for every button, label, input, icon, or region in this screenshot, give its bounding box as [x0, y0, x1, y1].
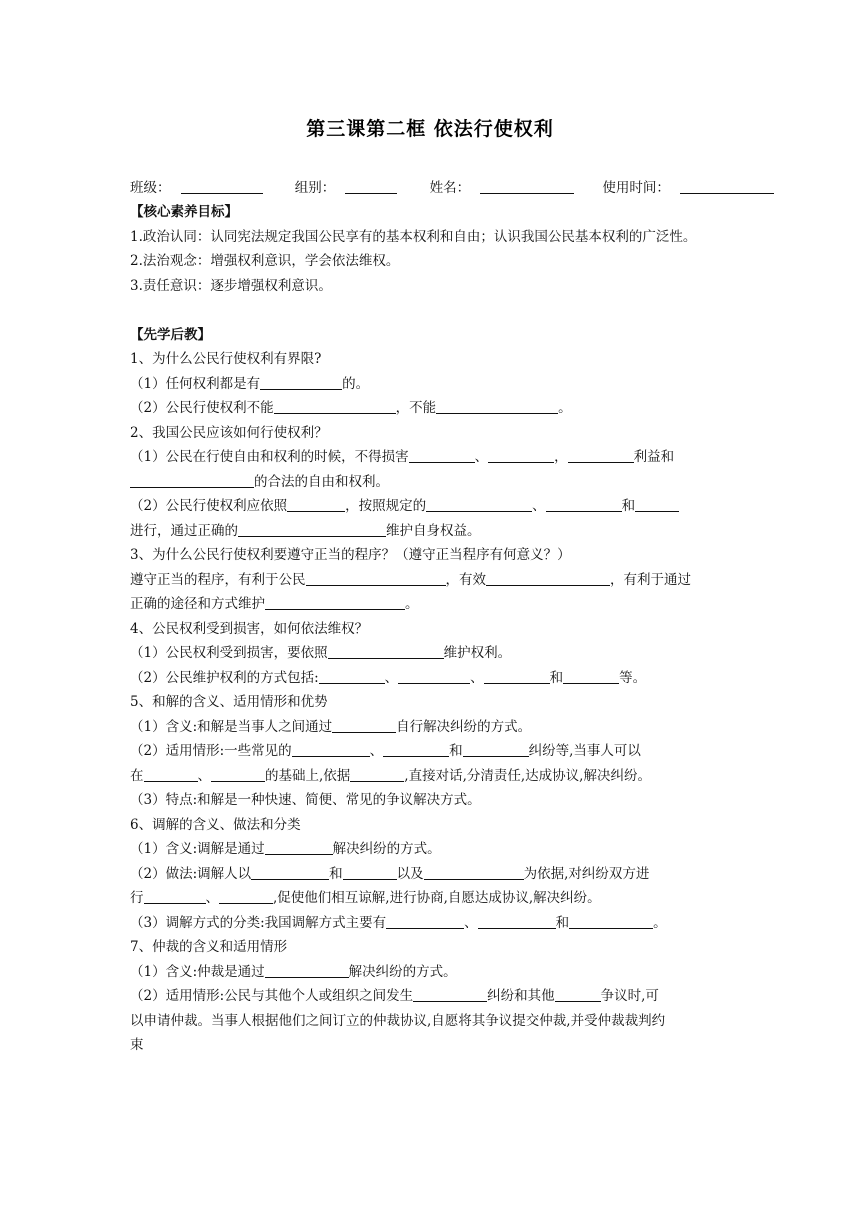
answer-blank[interactable] [563, 668, 619, 684]
answer-blank[interactable] [144, 888, 206, 904]
question-7: 7、仲裁的含义和适用情形 [130, 939, 288, 955]
answer-blank[interactable] [260, 374, 342, 390]
question-5: 5、和解的含义、适用情形和优势 [130, 694, 328, 710]
goals-header: 【核心素养目标】 [130, 204, 238, 220]
answer-blank[interactable] [463, 741, 529, 757]
answer-blank[interactable] [251, 864, 329, 880]
answer-blank[interactable] [319, 668, 385, 684]
answer-blank[interactable] [413, 986, 487, 1002]
answer-blank[interactable] [486, 570, 610, 586]
answer-blank[interactable] [569, 913, 653, 929]
answer-blank[interactable] [546, 496, 622, 512]
group-label: 组别： [294, 180, 336, 196]
answer-blank[interactable] [635, 496, 679, 512]
time-label: 使用时间： [602, 180, 670, 196]
q5-answer-3: （3）特点:和解是一种快速、简便、常见的争议解决方式。 [130, 792, 481, 808]
q4-answer-2: （2）公民维护权利的方式包括: 、 、 和 等。 [130, 669, 647, 686]
q7-answer-2: （2）适用情形:公民与其他个人或组织之间发生 纠纷和其他 争议时,可 [130, 988, 659, 1004]
q6-answer-2-cont: 行 、 ,促使他们相互谅解,进行协商,自愿达成协议,解决纠纷。 [130, 890, 601, 906]
answer-blank[interactable] [383, 741, 449, 757]
answer-blank[interactable] [238, 521, 386, 537]
q5-answer-2: （2）适用情形:一些常见的 、 和 纠纷等,当事人可以 [130, 743, 641, 759]
answer-blank[interactable] [343, 864, 397, 880]
answer-blank[interactable] [426, 496, 532, 512]
goal-item-1: 1.政治认同：认同宪法规定我国公民享有的基本权利和自由；认识我国公民基本权利的广泛性。 [130, 228, 697, 245]
answer-blank[interactable] [555, 986, 601, 1002]
document-body [130, 200, 730, 1058]
question-1: 1、为什么公民行使权利有界限? [130, 351, 322, 367]
class-blank[interactable] [181, 178, 263, 194]
class-label: 班级： [130, 180, 171, 196]
answer-blank[interactable] [409, 447, 475, 463]
answer-blank[interactable] [287, 496, 345, 512]
goal-item-2: 2.法治观念：增强权利意识，学会依法维权。 [130, 253, 400, 269]
q6-answer-2: （2）做法:调解人以 和 以及 为依据,对纠纷双方进 [130, 865, 650, 882]
answer-blank[interactable] [130, 472, 254, 488]
answer-blank[interactable] [568, 447, 634, 463]
goal-item-3: 3.责任意识：逐步增强权利意识。 [130, 277, 332, 294]
answer-blank[interactable] [219, 888, 273, 904]
answer-blank[interactable] [144, 766, 198, 782]
question-6: 6、调解的含义、做法和分类 [130, 816, 301, 833]
answer-blank[interactable] [306, 570, 446, 586]
q2-answer-1: （1）公民在行使自由和权利的时候，不得损害 、 ， 利益和 [130, 449, 675, 465]
answer-blank[interactable] [274, 398, 396, 414]
answer-blank[interactable] [484, 668, 550, 684]
answer-blank[interactable] [265, 839, 333, 855]
q2-answer-2-cont: 进行，通过正确的 维护自身权益。 [130, 522, 481, 539]
question-2: 2、我国公民应该如何行使权利？ [130, 424, 328, 441]
page-title: 第三课第二框 依法行使权利 [306, 118, 554, 140]
name-label: 姓名： [429, 180, 471, 196]
study-header: 【先学后教】 [130, 326, 211, 343]
answer-blank[interactable] [424, 864, 524, 880]
answer-blank[interactable] [386, 913, 464, 929]
question-4: 4、公民权利受到损害，如何依法维权？ [130, 620, 369, 637]
answer-blank[interactable] [332, 717, 396, 733]
q7-answer-1: （1）含义:仲裁是通过 解决纠纷的方式。 [130, 963, 457, 980]
group-blank[interactable] [345, 178, 397, 194]
q5-answer-1: （1）含义:和解是当事人之间通过 自行解决纠纷的方式。 [130, 718, 532, 735]
q6-answer-3: （3）调解方式的分类:我国调解方式主要有 、 和 。 [130, 914, 667, 931]
answer-blank[interactable] [488, 447, 554, 463]
answer-blank[interactable] [328, 643, 444, 659]
answer-blank[interactable] [265, 962, 349, 978]
time-blank[interactable] [680, 178, 774, 194]
q2-answer-1-cont: 的合法的自由和权利。 [130, 470, 730, 495]
q2-answer-2: （2）公民行使权利应依照 ，按照规定的 、 和 [130, 494, 730, 519]
q4-answer-1: （1）公民权利受到损害，要依照 维护权利。 [130, 645, 512, 661]
question-3: 3、为什么公民行使权利要遵守正当的程序？（遵守正当程序有何意义？） [130, 547, 571, 563]
answer-blank[interactable] [436, 398, 558, 414]
student-info-row [130, 176, 730, 196]
answer-blank[interactable] [265, 594, 405, 610]
name-blank[interactable] [480, 178, 574, 194]
q1-answer-1: （1）任何权利都是有 的。 [130, 375, 370, 392]
q1-answer-2: （2）公民行使权利不能 ，不能 。 [130, 400, 572, 416]
q5-answer-2-cont: 在 、 的基础上,依据 ,直接对话,分清责任,达成协议,解决纠纷。 [130, 767, 651, 784]
q3-answer: 遵守正当的程序，有利于公民 ，有效 ，有利于通过 [130, 571, 691, 588]
answer-blank[interactable] [292, 741, 370, 757]
q7-answer-2-cont: 以申请仲裁。当事人根据他们之间订立的仲裁协议,自愿将其争议提交仲裁,并受仲裁裁判约 [130, 1012, 666, 1029]
q7-answer-2-end: 束 [130, 1037, 144, 1053]
answer-blank[interactable] [478, 913, 556, 929]
answer-blank[interactable] [398, 668, 470, 684]
answer-blank[interactable] [211, 766, 265, 782]
q3-answer-cont: 正确的途径和方式维护 。 [130, 596, 419, 612]
q6-answer-1: （1）含义:调解是通过 解决纠纷的方式。 [130, 841, 441, 857]
answer-blank[interactable] [350, 766, 404, 782]
